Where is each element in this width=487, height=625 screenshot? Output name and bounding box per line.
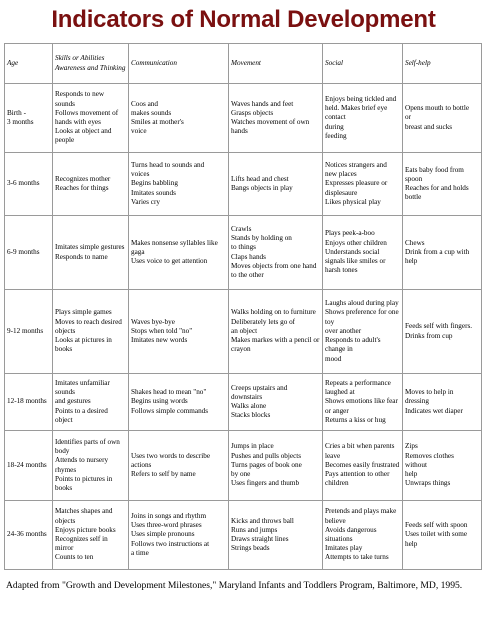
table-row (5, 290, 482, 374)
cell-self-help: Zips Removes clothes without help Unwraps things (403, 431, 482, 501)
cell-age: 3-6 months (5, 153, 53, 216)
cell-movement: Creeps upstairs and downstairs Walks alone Stacks blocks (229, 374, 323, 431)
cell-age: 12-18 months (5, 374, 53, 431)
cell-self-help: Eats baby food from spoon Reaches for and holds bottle (403, 153, 482, 216)
cell-age: 24-36 months (5, 501, 53, 570)
cell-movement: Jumps in place Pushes and pulls objects Turns pages of book one by one Uses fingers and thumb (229, 431, 323, 501)
table-row (5, 431, 482, 501)
cell-communication: Makes nonsense syllables like gaga Uses voice to get attention (129, 216, 229, 290)
cell-age: 9-12 months (5, 290, 53, 374)
header-age: Age (5, 44, 53, 84)
header-movement: Movement (229, 44, 323, 84)
cell-skills: Responds to new sounds Follows movement of hands with eyes Looks at object and people (53, 84, 129, 153)
cell-movement: Walks holding on to furniture Deliberately lets go of an object Makes markes with a pencil or crayon (229, 290, 323, 374)
cell-communication: Uses two words to describe actions Refers to self by name (129, 431, 229, 501)
cell-self-help: Feeds self with fingers. Drinks from cup (403, 290, 482, 374)
cell-age: Birth - 3 months (5, 84, 53, 153)
cell-self-help: Moves to help in dressing Indicates wet diaper (403, 374, 482, 431)
table-row (5, 216, 482, 290)
cell-movement: Crawls Stands by holding on to things Claps hands Moves objects from one hand to the other (229, 216, 323, 290)
cell-skills: Imitates simple gestures Responds to name (53, 216, 129, 290)
cell-communication: Shakes head to mean "no" Begins using words Follows simple commands (129, 374, 229, 431)
table-row (5, 374, 482, 431)
cell-movement: Waves hands and feet Grasps objects Watches movement of own hands (229, 84, 323, 153)
cell-social: Notices strangers and new places Expresses pleasure or displesaure Likes physical play (323, 153, 403, 216)
header-communication: Communication (129, 44, 229, 84)
table-row (5, 501, 482, 570)
cell-self-help: Chews Drink from a cup with help (403, 216, 482, 290)
cell-skills: Imitates unfamiliar sounds and gestures Points to a desired object (53, 374, 129, 431)
cell-movement: Lifts head and chest Bangs objects in play (229, 153, 323, 216)
cell-skills: Matches shapes and objects Enjoys picture books Recognizes self in mirror Counts to ten (53, 501, 129, 570)
header-social: Social (323, 44, 403, 84)
page-title: Indicators of Normal Development (51, 6, 436, 33)
cell-social: Pretends and plays make believe Avoids dangerous situations Imitates play Attempts to take turns (323, 501, 403, 570)
source-footnote: Adapted from "Growth and Development Milestones," Maryland Infants and Toddlers Program, Baltimore, MD, 1995. (6, 580, 463, 591)
cell-social: Repeats a performance laughed at Shows emotions like fear or anger Returns a kiss or hug (323, 374, 403, 431)
cell-age: 6-9 months (5, 216, 53, 290)
cell-self-help: Opens mouth to bottle or breast and sucks (403, 84, 482, 153)
cell-communication: Joins in songs and rhythm Uses three-word phrases Uses simple pronouns Follows two instructions at a time (129, 501, 229, 570)
cell-self-help: Feeds self with spoon Uses toilet with some help (403, 501, 482, 570)
cell-communication: Turns head to sounds and voices Begins babbling Imitates sounds Varies cry (129, 153, 229, 216)
cell-social: Enjoys being tickled and held. Makes brief eye contact during feeding (323, 84, 403, 153)
table-row (5, 84, 482, 153)
cell-social: Cries a bit when parents leave Becomes easily frustrated Pays attention to other children (323, 431, 403, 501)
table-row (5, 153, 482, 216)
cell-skills: Plays simple games Moves to reach desired objects Looks at pictures in books (53, 290, 129, 374)
header-self-help: Self-help (403, 44, 482, 84)
cell-skills: Identifies parts of own body Attends to nursery rhymes Points to pictures in books (53, 431, 129, 501)
cell-communication: Coos and makes sounds Smiles at mother's voice (129, 84, 229, 153)
cell-social: Plays peek-a-boo Enjoys other children Understands social signals like smiles or harsh tones (323, 216, 403, 290)
cell-skills: Recognizes mother Reaches for things (53, 153, 129, 216)
cell-age: 18-24 months (5, 431, 53, 501)
cell-social: Laughs aloud during play Shows preference for one toy over another Responds to adult's change in mood (323, 290, 403, 374)
header-skills: Skills or Abilities Awareness and Thinking (53, 44, 129, 84)
cell-movement: Kicks and throws ball Runs and jumps Draws straight lines Strings beads (229, 501, 323, 570)
cell-communication: Waves bye-bye Stops when told "no" Imitates new words (129, 290, 229, 374)
development-table (4, 43, 482, 570)
header-row (5, 44, 482, 84)
